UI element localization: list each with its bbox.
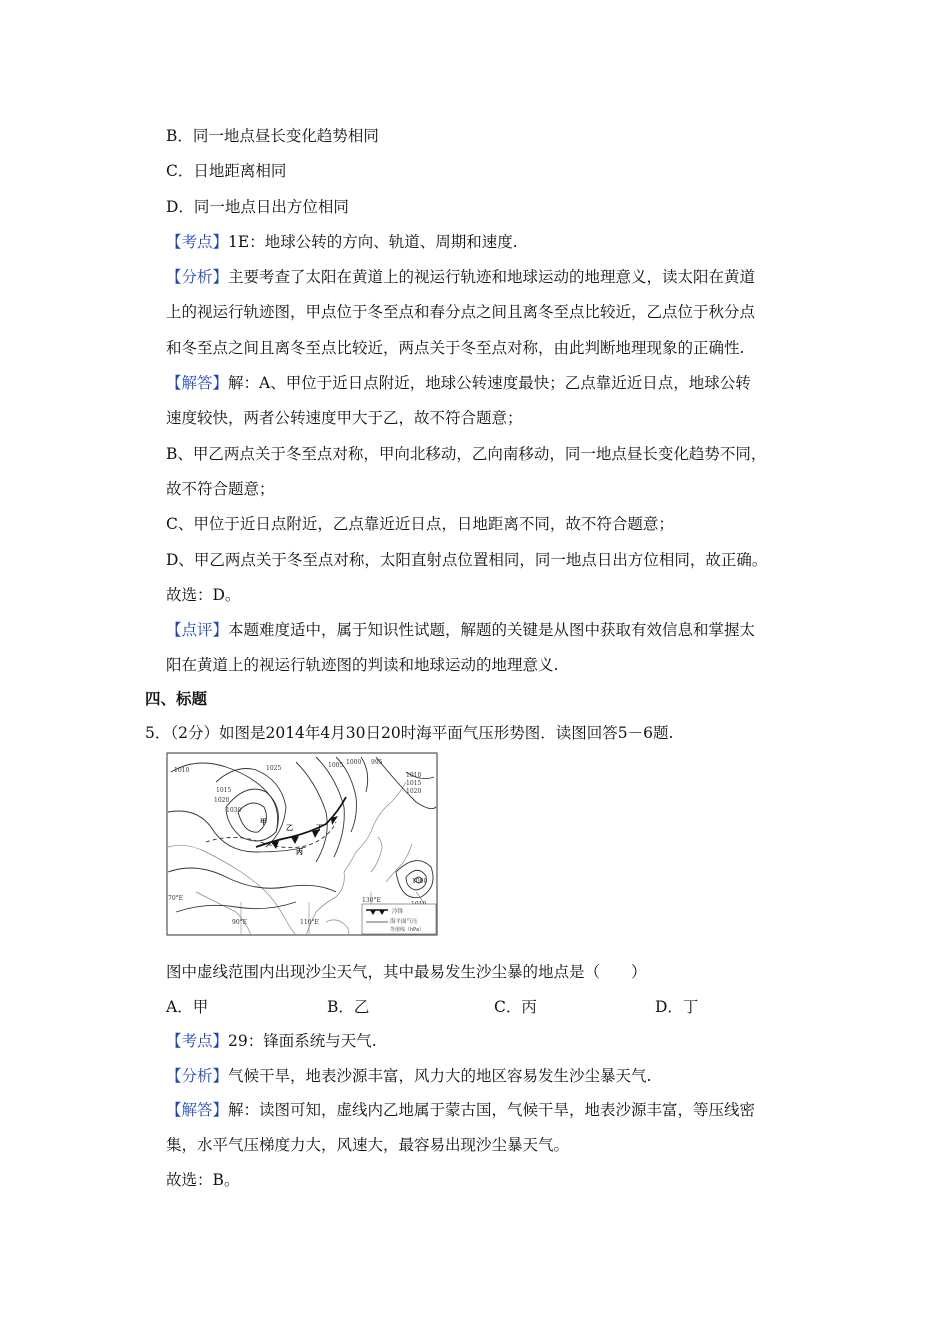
legend-isobar-unit: 等值线（hPa） (390, 927, 425, 933)
q5-jieda-line: 集，水平气压梯度力大，风速大，最容易出现沙尘暴天气。 (166, 1136, 570, 1154)
kaodian-row (166, 232, 518, 252)
isobar-label: 1015 (406, 780, 422, 787)
jieda-line: D、甲乙两点关于冬至点对称，太阳直射点位置相同，同一地点日出方位相同，故正确。 (166, 551, 768, 569)
jieda-line: 解：A、甲位于近日点附近，地球公转速度最快；乙点靠近近日点，地球公转 (228, 374, 751, 392)
isobar-label: 1000 (412, 878, 428, 885)
dianping-line: 阳在黄道上的视运行轨迹图的判读和地球运动的地理意义. (166, 656, 559, 674)
point-ding: 丁 (316, 824, 323, 832)
q5-fenxi-tag: 【分析】 (166, 1067, 229, 1085)
map-legend (362, 904, 436, 934)
longitude-label: 130°E (362, 897, 381, 904)
jieda-line: C、甲位于近日点附近，乙点靠近近日点，日地距离不同，故不符合题意； (166, 515, 674, 533)
longitude-label: 90°E (232, 919, 248, 926)
jieda-line: 故选：D。 (166, 586, 241, 604)
fenxi-line: 主要考查了太阳在黄道上的视运行轨迹和地球运动的地理意义，读太阳在黄道 (228, 268, 756, 286)
dianping-line: 本题难度适中，属于知识性试题，解题的关键是从图中获取有效信息和掌握太 (228, 621, 756, 639)
jieda-row (166, 373, 751, 393)
jieda-tag: 【解答】 (166, 374, 229, 392)
isobar-label: 1025 (266, 765, 282, 772)
fenxi-tag: 【分析】 (166, 268, 229, 286)
dianping-tag: 【点评】 (166, 621, 229, 639)
q5-option-b: B．乙 (327, 998, 370, 1016)
weather-map (166, 752, 438, 936)
legend-isobar: 海平面气压 (390, 919, 418, 925)
q5-kaodian-row (166, 1031, 377, 1051)
kaodian-tag: 【考点】 (166, 233, 229, 251)
isobar-label: 1020 (406, 788, 422, 795)
q5-jieda-row (166, 1100, 755, 1120)
kaodian-text: 1E：地球公转的方向、轨道、周期和速度. (228, 233, 518, 251)
option-d: D．同一地点日出方位相同 (166, 198, 349, 216)
q5-kaodian-tag: 【考点】 (166, 1032, 229, 1050)
isobar-label: 1010 (174, 767, 190, 774)
q5-jieda-line: 故选：B。 (166, 1171, 240, 1189)
q5-fenxi-row (166, 1066, 651, 1086)
q5-stem: 5．（2分）如图是2014年4月30日20时海平面气压形势图．读图回答5－6题. (145, 724, 674, 742)
longitude-label: 70°E (168, 895, 184, 902)
q5-fenxi-text: 气候干旱，地表沙源丰富，风力大的地区容易发生沙尘暴天气. (228, 1067, 652, 1085)
isobar-label: 1030 (226, 807, 242, 814)
q5-question: 图中虚线范围内出现沙尘天气，其中最易发生沙尘暴的地点是（ ） (166, 963, 647, 981)
section-heading: 四、标题 (145, 689, 208, 708)
q5-option-a: A．甲 (166, 998, 209, 1016)
fenxi-line: 上的视运行轨迹图，甲点位于冬至点和春分点之间且离冬至点比较近，乙点位于秋分点 (166, 303, 756, 321)
point-bing: 丙 (296, 848, 303, 856)
option-c: C．日地距离相同 (166, 162, 287, 180)
isobar-label: 1000 (346, 759, 362, 766)
fenxi-line: 和冬至点之间且离冬至点比较近，两点关于冬至点对称，由此判断地理现象的正确性. (166, 339, 745, 357)
isobar-label: 1005 (328, 762, 344, 769)
option-b: B．同一地点昼长变化趋势相同 (166, 127, 379, 145)
isobar-label: 1010 (406, 772, 422, 779)
q5-jieda-tag: 【解答】 (166, 1101, 229, 1119)
q5-kaodian-text: 29：锋面系统与天气. (228, 1032, 377, 1050)
fenxi-row (166, 267, 755, 287)
q5-option-c: C．丙 (494, 998, 537, 1016)
q5-jieda-line: 解：读图可知，虚线内乙地属于蒙古国，气候干旱，地表沙源丰富，等压线密 (228, 1101, 756, 1119)
jieda-line: 故不符合题意； (166, 480, 275, 498)
legend-cold-front: 冷锋 (392, 909, 404, 915)
jieda-line: 速度较快，两者公转速度甲大于乙，故不符合题意； (166, 409, 523, 427)
dianping-row (166, 620, 755, 640)
point-yi: 乙 (286, 824, 293, 832)
point-jia: 甲 (260, 818, 267, 826)
isobar-label: 1015 (216, 787, 232, 794)
isobar-label: 1020 (214, 797, 230, 804)
longitude-label: 110°E (300, 919, 319, 926)
isobar-label: 995 (371, 759, 383, 766)
jieda-line: B、甲乙两点关于冬至点对称，甲向北移动，乙向南移动，同一地点昼长变化趋势不同， (166, 445, 767, 463)
q5-option-d: D．丁 (655, 998, 699, 1016)
